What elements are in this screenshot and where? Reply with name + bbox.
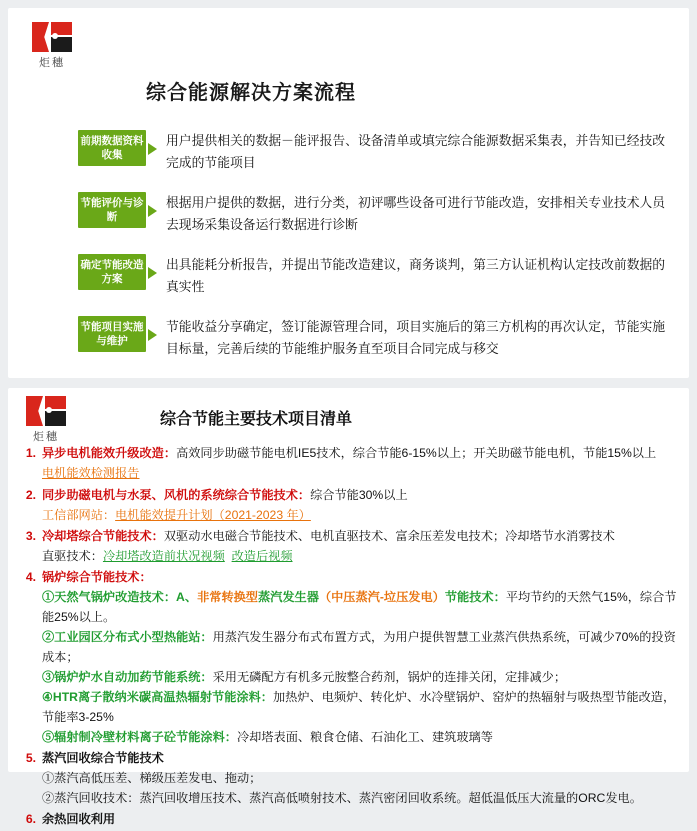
sub-part: ②工业园区分布式小型热能站：: [42, 630, 213, 644]
item-number: 1.: [25, 446, 36, 460]
logo-text: 炬穗: [33, 431, 59, 443]
sub-part: （中压蒸汽-垃压发电）: [318, 590, 445, 604]
sub-line: [42, 587, 682, 627]
logo-text: 炬穗: [39, 57, 65, 69]
technology-list-card: [8, 388, 689, 826]
sub-line: ①蒸汽高低压差、梯级压差发电、拖动；: [42, 771, 262, 785]
list-item: [14, 486, 682, 525]
policy-link[interactable]: 电机能效提升计划（2021-2023 年）: [115, 508, 311, 522]
arrow-right-icon: [146, 192, 162, 228]
sub-part: 用蒸汽发生器分布式布置方式，为用户提供智慧工业蒸汽供热系统，可减少70%的投资成本；: [42, 630, 676, 664]
item-number: 3.: [25, 529, 36, 543]
list-item: [14, 749, 682, 808]
item-title: 蒸汽回收综合节能技术: [42, 751, 164, 765]
sub-part: 非常: [197, 590, 222, 604]
sub-part: 加热炉、电频炉、转化炉、水冷壁锅炉、窑炉的热辐射与吸热型节能改造，节能率3-25%: [42, 690, 676, 724]
flow-step-badge: 确定节能改造方案: [78, 254, 146, 290]
item-sublines: [42, 587, 682, 747]
flow-step: [78, 192, 668, 236]
sub-part: 锅炉改造技术：A、: [90, 590, 198, 604]
item-desc: 高效同步助磁节能电机IE5技术，综合节能6-15%以上；开关助磁节能电机，节能15%以上: [176, 446, 657, 460]
flow-list: [78, 130, 668, 378]
sub-line: [42, 667, 682, 687]
sub-part: 转换型: [221, 590, 258, 604]
item-subline: [42, 546, 682, 566]
technology-list: [14, 444, 682, 831]
sub-part: 采用无磷配方有机多元胺整合药剂，锅炉的连排关闭，定排减少；: [212, 670, 567, 684]
list-item: [14, 810, 682, 829]
sub-part: ⑤辐射制冷壁材料离子砼节能涂料：: [42, 730, 237, 744]
item-desc: 综合节能30%以上: [310, 488, 408, 502]
item-desc: 双驱动水电磁合节能技术、电机直驱技术、富余压差发电技术；冷却塔节水消雾技术: [163, 529, 615, 543]
list-item: [14, 527, 682, 566]
list-item: [14, 568, 682, 747]
item-number: 6.: [25, 812, 36, 826]
flow-step: [78, 130, 668, 174]
item-title: 冷却塔综合节能技术：: [42, 529, 164, 543]
flow-step-badge: 节能项目实施与维护: [78, 316, 146, 352]
flow-step-badge: 前期数据资料收集: [78, 130, 146, 166]
item-sublines: [42, 768, 682, 808]
video-before-link[interactable]: 冷却塔改造前状况视频: [102, 549, 225, 563]
logo-mark-icon: [30, 22, 74, 52]
flow-step-text: 出具能耗分析报告，并提出节能改造建议，商务谈判，第三方认证机构认定技改前数据的真实性: [166, 257, 666, 294]
video-after-link[interactable]: 改造后视频: [231, 549, 293, 563]
spacer: [225, 549, 232, 563]
source-label: 工信部网站：: [42, 508, 116, 522]
arrow-right-icon: [146, 130, 162, 166]
arrow-right-icon: [146, 316, 162, 352]
sub-part: ④HTR离子散纳米碳高温热辐射节能涂料：: [42, 690, 273, 704]
item-title: 异步电机能效升级改造：: [42, 446, 177, 460]
item-subline: [42, 505, 682, 525]
sub-part: 平均节约的天然气15%，综合节能25%以上。: [42, 590, 677, 624]
item-title: 余热回收利用: [42, 812, 116, 826]
sub-part: 节能技术：: [444, 590, 506, 604]
item-title: 同步助磁电机与水泵、风机的系统综合节能技术：: [42, 488, 311, 502]
list-item: [14, 444, 682, 484]
sub-line: [42, 627, 682, 667]
company-logo: [22, 22, 82, 70]
sub-part: 冷却塔表面、粮食仓储、石油化工、建筑玻璃等: [237, 730, 493, 744]
flow-card: [8, 8, 689, 378]
flow-step-text: 节能收益分享确定，签订能源管理合同，项目实施后的第三方机构的再次认定，节能实施目标量，完善后续的节能维护服务直至项目合同完成与移交: [166, 319, 666, 356]
sub-part: 蒸汽发生器: [258, 590, 319, 604]
flow-step-text: 用户提供相关的数据－能评报告、设备清单或填完综合能源数据采集表，并告知已经技改完成的节能项目: [166, 133, 666, 170]
sub-line: [42, 727, 682, 747]
flow-step: [78, 316, 668, 360]
sub-line: ②蒸汽回收技术：蒸汽回收增压技术、蒸汽高低喷射技术、蒸汽密闭回收系统。超低温低压大流量的ORC发电。: [42, 791, 642, 805]
report-link[interactable]: 电机能效检测报告: [42, 466, 140, 480]
sub-label: 直驱技术：: [42, 549, 103, 563]
item-number: 4.: [25, 570, 36, 584]
sub-part: ③锅炉炉水自动加药节能系统：: [42, 670, 213, 684]
company-logo-secondary: [16, 396, 76, 444]
flow-step-badge: 节能评价与诊断: [78, 192, 146, 228]
section-title: 综合节能主要技术项目清单: [160, 411, 353, 428]
item-number: 2.: [25, 488, 36, 502]
item-title: 锅炉综合节能技术：: [42, 570, 152, 584]
arrow-right-icon: [146, 254, 162, 290]
flow-step-text: 根据用户提供的数据，进行分类，初评哪些设备可进行节能改造，安排相关专业技术人员去现场采集设备运行数据进行诊断: [166, 195, 666, 232]
flow-step: [78, 254, 668, 298]
sub-part: ①天然气: [42, 590, 91, 604]
sub-line: [42, 687, 682, 727]
page-title: 综合能源解决方案流程: [146, 82, 356, 104]
logo-mark-icon: [24, 396, 68, 426]
item-number: 5.: [25, 751, 36, 765]
